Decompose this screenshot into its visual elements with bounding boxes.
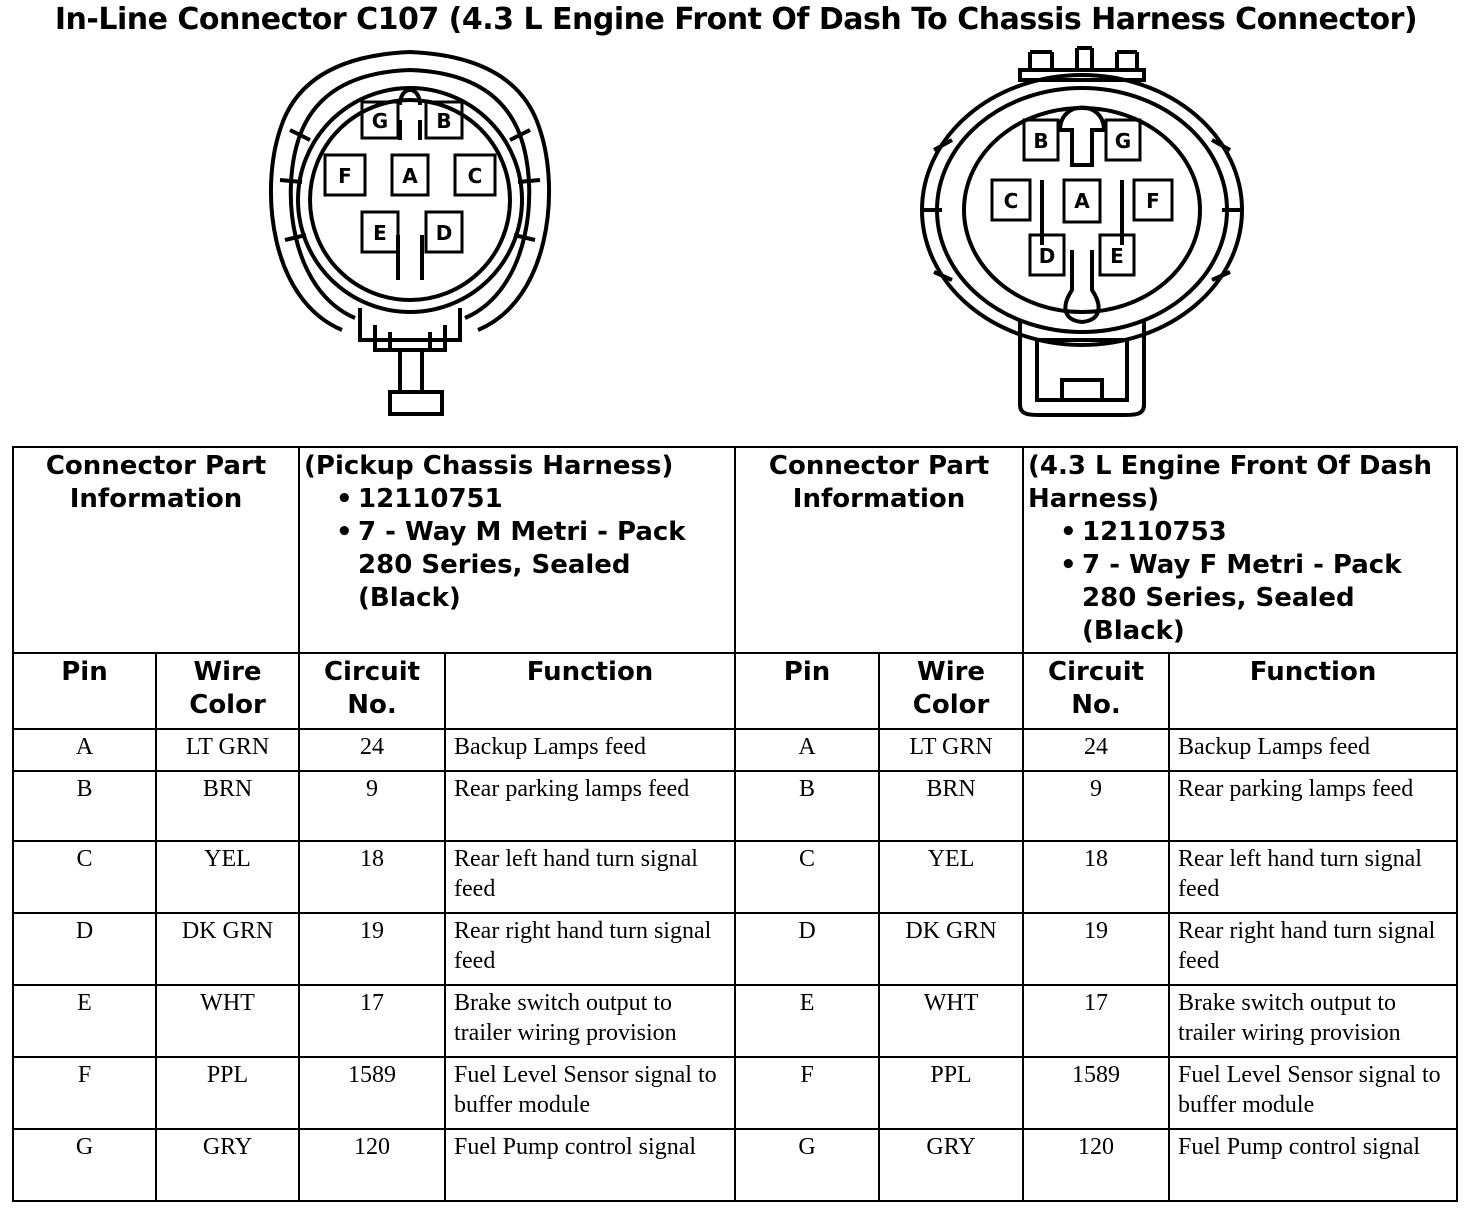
pin-cell: A — [13, 729, 156, 771]
function-cell: Backup Lamps feed — [1169, 729, 1457, 771]
right-info-label: Connector Part Information — [768, 451, 990, 514]
col-header-circuit: Circuit No. — [299, 653, 445, 729]
wire-color-cell: PPL — [156, 1057, 299, 1129]
col-header-wire-color: Wire Color — [156, 653, 299, 729]
pin-cell: B — [13, 771, 156, 841]
left-info-cell — [299, 447, 735, 653]
col-header-wire-color: Wire Color — [879, 653, 1023, 729]
table-row — [13, 729, 1457, 771]
pin-cell: D — [735, 913, 879, 985]
right-connector-shell — [922, 48, 1242, 415]
function-cell: Rear left hand turn signal feed — [1169, 841, 1457, 913]
function-cell: Fuel Level Sensor signal to buffer module — [1169, 1057, 1457, 1129]
table-row — [13, 771, 1457, 841]
pin-cell: F — [735, 1057, 879, 1129]
col-header-function: Function — [445, 653, 735, 729]
circuit-cell: 9 — [299, 771, 445, 841]
right-info-cell — [1023, 447, 1457, 653]
wire-color-cell: LT GRN — [156, 729, 299, 771]
pinout-table — [12, 446, 1458, 1202]
col-header-pin: Pin — [13, 653, 156, 729]
circuit-cell: 17 — [299, 985, 445, 1057]
left-connector-drawing — [250, 40, 570, 425]
left-info-label-cell — [13, 447, 299, 653]
left-part-description: • 7 - Way M Metri - Pack 280 Series, Sealed (Black) — [336, 516, 730, 615]
circuit-cell: 24 — [299, 729, 445, 771]
col-header-pin: Pin — [735, 653, 879, 729]
pin-cell: G — [13, 1129, 156, 1201]
circuit-cell: 18 — [299, 841, 445, 913]
function-cell: Rear parking lamps feed — [1169, 771, 1457, 841]
wire-color-cell: WHT — [879, 985, 1023, 1057]
left-pin-label: D — [435, 221, 453, 245]
circuit-cell: 9 — [1023, 771, 1169, 841]
table-row — [13, 913, 1457, 985]
right-pin-label: C — [1003, 189, 1019, 213]
left-pin-label: A — [402, 164, 418, 188]
wire-color-cell: YEL — [156, 841, 299, 913]
pin-cell: C — [13, 841, 156, 913]
left-pin-label: E — [373, 221, 387, 245]
wire-color-cell: BRN — [879, 771, 1023, 841]
function-cell: Rear parking lamps feed — [445, 771, 735, 841]
function-cell: Rear left hand turn signal feed — [445, 841, 735, 913]
right-pin-label: D — [1038, 244, 1056, 268]
circuit-cell: 24 — [1023, 729, 1169, 771]
left-pin-label: C — [467, 164, 483, 188]
circuit-cell: 1589 — [299, 1057, 445, 1129]
right-part-description: • 7 - Way F Metri - Pack 280 Series, Sealed (Black) — [1060, 549, 1452, 648]
circuit-cell: 17 — [1023, 985, 1169, 1057]
wire-color-cell: GRY — [879, 1129, 1023, 1201]
pin-cell: E — [735, 985, 879, 1057]
function-cell: Backup Lamps feed — [445, 729, 735, 771]
wire-color-cell: DK GRN — [879, 913, 1023, 985]
left-part-number: • 12110751 — [336, 483, 730, 516]
function-cell: Rear right hand turn signal feed — [445, 913, 735, 985]
wire-color-cell: YEL — [879, 841, 1023, 913]
right-pin-label: A — [1074, 189, 1090, 213]
table-row — [13, 841, 1457, 913]
wire-color-cell: PPL — [879, 1057, 1023, 1129]
col-header-circuit: Circuit No. — [1023, 653, 1169, 729]
function-cell: Fuel Level Sensor signal to buffer module — [445, 1057, 735, 1129]
right-part-number: • 12110753 — [1060, 516, 1452, 549]
circuit-cell: 18 — [1023, 841, 1169, 913]
pin-cell: G — [735, 1129, 879, 1201]
pin-cell: E — [13, 985, 156, 1057]
function-cell: Brake switch output to trailer wiring provision — [1169, 985, 1457, 1057]
left-harness-name: (Pickup Chassis Harness) — [304, 451, 674, 481]
circuit-cell: 19 — [299, 913, 445, 985]
pin-cell: F — [13, 1057, 156, 1129]
pin-cell: B — [735, 771, 879, 841]
table-row — [13, 1057, 1457, 1129]
function-cell: Fuel Pump control signal — [445, 1129, 735, 1201]
left-pin-label: G — [371, 109, 389, 133]
left-connector-shell — [271, 52, 549, 414]
circuit-cell: 1589 — [1023, 1057, 1169, 1129]
function-cell: Fuel Pump control signal — [1169, 1129, 1457, 1201]
right-connector-drawing — [912, 40, 1252, 420]
col-header-function: Function — [1169, 653, 1457, 729]
column-header-row — [13, 653, 1457, 729]
left-info-label: Connector Part Information — [45, 451, 267, 514]
table-row — [13, 985, 1457, 1057]
circuit-cell: 19 — [1023, 913, 1169, 985]
left-pin-label: B — [436, 109, 452, 133]
table-row — [13, 1129, 1457, 1201]
diagram-title: In-Line Connector C107 (4.3 L Engine Front Of Dash To Chassis Harness Connector) — [54, 2, 1418, 37]
pin-cell: A — [735, 729, 879, 771]
pin-cell: D — [13, 913, 156, 985]
function-cell: Rear right hand turn signal feed — [1169, 913, 1457, 985]
right-pin-label: F — [1146, 189, 1160, 213]
right-info-label-cell — [735, 447, 1023, 653]
pin-cell: C — [735, 841, 879, 913]
wire-color-cell: LT GRN — [879, 729, 1023, 771]
right-pin-label: E — [1110, 244, 1124, 268]
right-pin-label: B — [1033, 129, 1049, 153]
right-harness-name: (4.3 L Engine Front Of Dash Harness) — [1028, 451, 1432, 514]
circuit-cell: 120 — [299, 1129, 445, 1201]
connector-info-row — [13, 447, 1457, 653]
wire-color-cell: WHT — [156, 985, 299, 1057]
wire-color-cell: BRN — [156, 771, 299, 841]
wire-color-cell: GRY — [156, 1129, 299, 1201]
left-pin-label: F — [338, 164, 352, 188]
wire-color-cell: DK GRN — [156, 913, 299, 985]
function-cell: Brake switch output to trailer wiring provision — [445, 985, 735, 1057]
circuit-cell: 120 — [1023, 1129, 1169, 1201]
right-pin-label: G — [1114, 129, 1132, 153]
